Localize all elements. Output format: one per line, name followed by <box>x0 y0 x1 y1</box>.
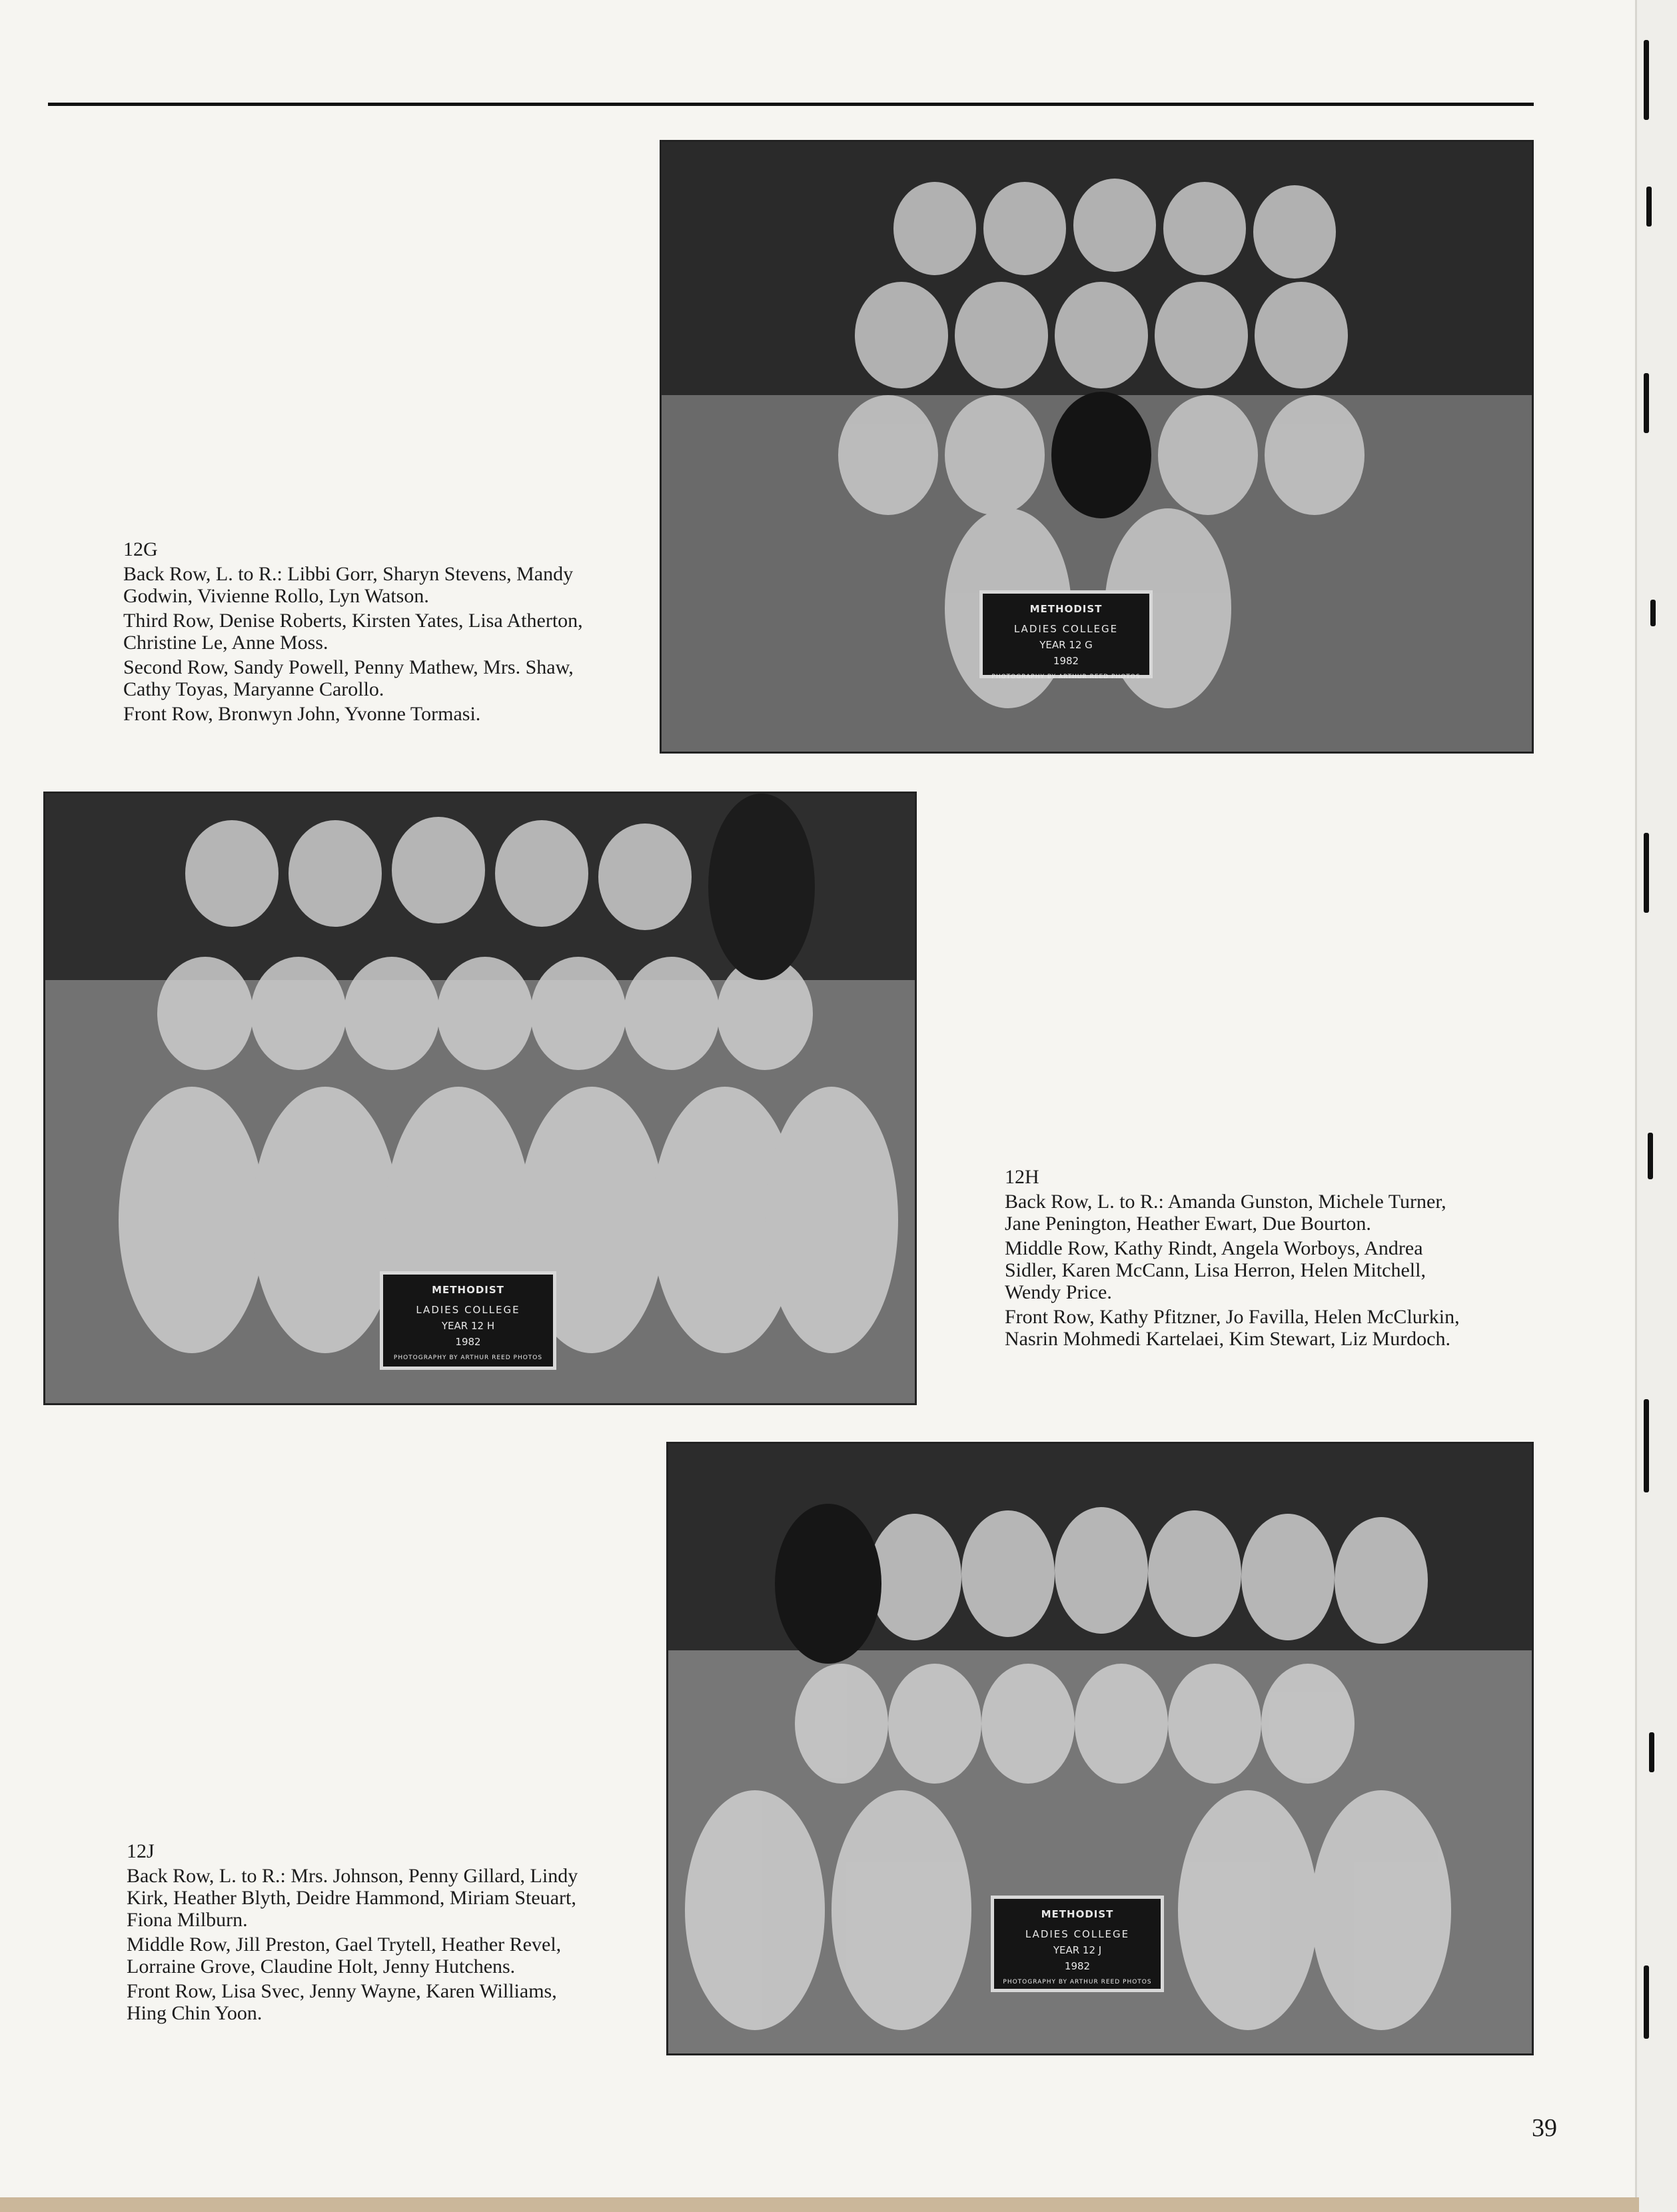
caption-12j <box>127 1840 586 2024</box>
page-spine-edge <box>1635 0 1677 2212</box>
caption-12g <box>123 538 590 725</box>
class-heading: 12J <box>127 1840 155 1862</box>
row-names: Middle Row, Jill Preston, Gael Trytell, Heather Revel, Lorraine Grove, Claudine Holt, Jenny Hutchens. <box>127 1934 562 1977</box>
header-rule <box>48 103 1534 106</box>
class-sign-12g: METHODIST LADIES COLLEGE YEAR 12 G 1982 PHOTOGRAPHY BY ARTHUR REED PHOTOS <box>979 590 1153 678</box>
page-number: 39 <box>1532 2114 1557 2142</box>
class-heading: 12G <box>123 538 158 560</box>
row-names: Front Row, Lisa Svec, Jenny Wayne, Karen Williams, Hing Chin Yoon. <box>127 1980 557 2024</box>
row-names: Front Row, Kathy Pfitzner, Jo Favilla, Helen McClurkin, Nasrin Mohmedi Kartelaei, Kim Stewart, Liz Murdoch. <box>1005 1306 1460 1350</box>
row-names: Middle Row, Kathy Rindt, Angela Worboys, Andrea Sidler, Karen McCann, Lisa Herron, Helen Mitchell, Wendy Price. <box>1005 1237 1426 1303</box>
row-names: Back Row, L. to R.: Mrs. Johnson, Penny Gillard, Lindy Kirk, Heather Blyth, Deidre Hammond, Miriam Steuart, Fiona Milburn. <box>127 1865 578 1931</box>
row-names: Front Row, Bronwyn John, Yvonne Tormasi. <box>123 703 481 725</box>
row-names: Second Row, Sandy Powell, Penny Mathew, Mrs. Shaw, Cathy Toyas, Maryanne Carollo. <box>123 656 574 700</box>
page-bottom-edge <box>0 2197 1639 2212</box>
class-sign-12j: METHODIST LADIES COLLEGE YEAR 12 J 1982 PHOTOGRAPHY BY ARTHUR REED PHOTOS <box>991 1896 1164 1992</box>
row-names: Back Row, L. to R.: Libbi Gorr, Sharyn Stevens, Mandy Godwin, Vivienne Rollo, Lyn Watson. <box>123 563 574 607</box>
row-names: Back Row, L. to R.: Amanda Gunston, Michele Turner, Jane Penington, Heather Ewart, Due Bourton. <box>1005 1191 1446 1235</box>
class-sign-12h: METHODIST LADIES COLLEGE YEAR 12 H 1982 PHOTOGRAPHY BY ARTHUR REED PHOTOS <box>380 1271 556 1370</box>
class-heading: 12H <box>1005 1166 1039 1188</box>
caption-12h <box>1005 1166 1471 1350</box>
row-names: Third Row, Denise Roberts, Kirsten Yates, Lisa Atherton, Christine Le, Anne Moss. <box>123 610 583 654</box>
